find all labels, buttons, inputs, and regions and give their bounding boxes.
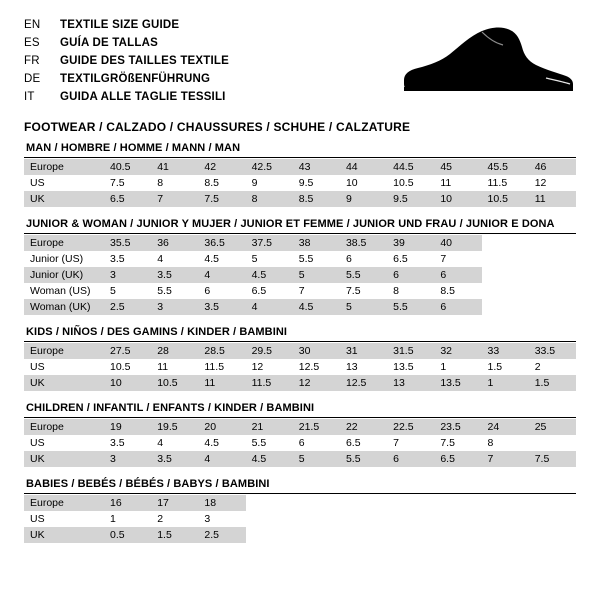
cell [529,435,576,451]
cell: 38 [293,235,340,251]
cell: 4 [198,267,245,283]
section-divider [24,341,576,342]
cell: 7 [293,283,340,299]
section-divider [24,157,576,158]
row-label: Junior (US) [24,251,104,267]
cell: 30 [293,343,340,359]
table-row [24,251,576,267]
cell: 2.5 [104,299,151,315]
cell [340,527,387,543]
cell [482,251,529,267]
cell: 11 [151,359,198,375]
cell [482,299,529,315]
cell: 39 [387,235,434,251]
language-title-table [24,16,229,106]
table-row [24,159,576,175]
cell: 6 [387,267,434,283]
cell [482,495,529,511]
row-label: US [24,511,104,527]
cell: 6 [198,283,245,299]
section-divider [24,417,576,418]
cell: 1.5 [151,527,198,543]
cell: 9.5 [387,191,434,207]
cell [482,267,529,283]
section-title: KIDS / NIÑOS / DES GAMINS / KINDER / BAMBINI [26,326,288,338]
cell: 17 [151,495,198,511]
row-label: US [24,175,104,191]
cell: 9.5 [293,175,340,191]
cell: 5 [293,451,340,467]
cell: 16 [104,495,151,511]
cell: 42 [198,159,245,175]
cell: 46 [529,159,576,175]
cell: 20 [198,419,245,435]
cell: 7.5 [198,191,245,207]
cell: 7 [482,451,529,467]
cell: 10.5 [151,375,198,391]
cell [529,495,576,511]
cell: 36.5 [198,235,245,251]
cell: 19.5 [151,419,198,435]
cell: 5.5 [340,267,387,283]
cell: 5 [293,267,340,283]
cell [482,283,529,299]
cell: 6 [434,267,481,283]
row-label: US [24,359,104,375]
section-title: CHILDREN / INFANTIL / ENFANTS / KINDER / BAMBINI [26,402,315,414]
cell: 45 [434,159,481,175]
cell [482,511,529,527]
cell: 44 [340,159,387,175]
cell: 1 [104,511,151,527]
cell: 3.5 [198,299,245,315]
language-row [24,34,229,52]
cell: 4.5 [198,435,245,451]
cell [482,235,529,251]
table-row [24,283,576,299]
cell: 5.5 [340,451,387,467]
cell: 5 [104,283,151,299]
size-tables [0,130,600,543]
cell: 9 [246,175,293,191]
table-row [24,435,576,451]
cell [529,511,576,527]
size-table [24,343,576,391]
cell [246,527,293,543]
language-code: EN [24,18,41,31]
section-junior-woman [24,216,576,315]
language-title: TEXTILGRÖßENFÜHRUNG [60,72,211,85]
cell: 12 [293,375,340,391]
section-divider [24,493,576,494]
category-title: FOOTWEAR / CALZADO / CHAUSSURES / SCHUHE / CALZATURE [24,120,411,134]
cell: 8.5 [198,175,245,191]
cell: 3.5 [104,435,151,451]
cell [340,511,387,527]
cell: 11 [434,175,481,191]
language-row [24,88,229,106]
language-title: TEXTILE SIZE GUIDE [60,18,180,31]
cell: 36 [151,235,198,251]
row-label: Europe [24,343,104,359]
cell: 10.5 [482,191,529,207]
cell: 28 [151,343,198,359]
cell: 10 [104,375,151,391]
table-row [24,267,576,283]
table-row [24,235,576,251]
cell: 8 [246,191,293,207]
cell [293,527,340,543]
cell: 37.5 [246,235,293,251]
cell [529,527,576,543]
cell: 5 [340,299,387,315]
cell: 4 [151,435,198,451]
row-label: UK [24,191,104,207]
cell: 12 [529,175,576,191]
cell: 21.5 [293,419,340,435]
cell: 1 [482,375,529,391]
cell: 12 [246,359,293,375]
cell: 22 [340,419,387,435]
section-title: MAN / HOMBRE / HOMME / MANN / MAN [26,142,241,154]
language-code: IT [24,90,35,103]
cell: 29.5 [246,343,293,359]
cell: 13 [387,375,434,391]
cell: 1.5 [482,359,529,375]
cell: 10.5 [387,175,434,191]
cell: 6.5 [434,451,481,467]
cell: 0.5 [104,527,151,543]
cell: 1.5 [529,375,576,391]
cell [482,527,529,543]
cell: 13.5 [434,375,481,391]
table-row [24,451,576,467]
language-code: DE [24,72,41,85]
language-title: GUIDE DES TAILLES TEXTILE [60,54,229,67]
cell: 4.5 [246,451,293,467]
cell: 5.5 [246,435,293,451]
cell: 5.5 [293,251,340,267]
cell: 4.5 [198,251,245,267]
section-man [24,140,576,207]
cell: 7.5 [529,451,576,467]
page-header [0,0,600,134]
language-row [24,16,229,34]
table-row [24,375,576,391]
cell: 8 [151,175,198,191]
cell: 33.5 [529,343,576,359]
language-title: GUÍA DE TALLAS [60,36,158,49]
row-label: UK [24,375,104,391]
cell: 23.5 [434,419,481,435]
language-code: FR [24,54,40,67]
table-row [24,419,576,435]
cell: 4 [198,451,245,467]
language-code: ES [24,36,40,49]
table-row [24,527,576,543]
cell: 43 [293,159,340,175]
cell: 1 [434,359,481,375]
cell: 12.5 [340,375,387,391]
row-label: Europe [24,159,104,175]
cell: 11.5 [198,359,245,375]
section-title: JUNIOR & WOMAN / JUNIOR Y MUJER / JUNIOR ET FEMME / JUNIOR UND FRAU / JUNIOR E DONA [26,218,555,230]
cell: 45.5 [482,159,529,175]
row-label: Europe [24,235,104,251]
cell: 11.5 [482,175,529,191]
cell: 35.5 [104,235,151,251]
cell: 6.5 [340,435,387,451]
cell: 6 [293,435,340,451]
cell: 3 [198,511,245,527]
row-label: Junior (UK) [24,267,104,283]
dress-shoe-icon [396,18,576,98]
cell: 4 [246,299,293,315]
section-kids [24,324,576,391]
cell: 13.5 [387,359,434,375]
cell: 3.5 [104,251,151,267]
cell: 7.5 [340,283,387,299]
cell [387,511,434,527]
cell: 3 [151,299,198,315]
cell: 2.5 [198,527,245,543]
cell: 31 [340,343,387,359]
cell: 7 [151,191,198,207]
section-babies [24,476,576,543]
cell: 13 [340,359,387,375]
cell [246,495,293,511]
cell [434,495,481,511]
cell [387,495,434,511]
language-row [24,70,229,88]
row-label: Europe [24,495,104,511]
cell: 3 [104,267,151,283]
table-row [24,175,576,191]
cell: 24 [482,419,529,435]
cell: 11.5 [246,375,293,391]
cell: 28.5 [198,343,245,359]
row-label: Europe [24,419,104,435]
cell: 19 [104,419,151,435]
cell: 6.5 [387,251,434,267]
cell: 11 [198,375,245,391]
cell: 6 [387,451,434,467]
cell: 33 [482,343,529,359]
cell [246,511,293,527]
language-title: GUIDA ALLE TAGLIE TESSILI [60,90,226,103]
cell [529,235,576,251]
row-label: US [24,435,104,451]
cell: 4.5 [246,267,293,283]
cell [293,495,340,511]
size-table [24,419,576,467]
cell: 3.5 [151,451,198,467]
cell: 10.5 [104,359,151,375]
cell: 2 [529,359,576,375]
cell: 6.5 [246,283,293,299]
cell: 6.5 [104,191,151,207]
row-label: UK [24,451,104,467]
cell: 5.5 [151,283,198,299]
cell: 3 [104,451,151,467]
cell: 18 [198,495,245,511]
cell: 40 [434,235,481,251]
language-rows [24,16,229,106]
cell: 11 [529,191,576,207]
cell [529,299,576,315]
section-divider [24,233,576,234]
cell: 5.5 [387,299,434,315]
section-title: BABIES / BEBÉS / BÉBÉS / BABYS / BAMBINI [26,478,270,490]
cell: 8.5 [293,191,340,207]
cell [434,527,481,543]
cell: 2 [151,511,198,527]
table-row [24,343,576,359]
cell: 38.5 [340,235,387,251]
cell: 6 [340,251,387,267]
cell: 7.5 [434,435,481,451]
cell: 41 [151,159,198,175]
cell: 22.5 [387,419,434,435]
cell: 40.5 [104,159,151,175]
cell: 5 [246,251,293,267]
cell: 8 [387,283,434,299]
cell: 21 [246,419,293,435]
cell: 25 [529,419,576,435]
cell: 4 [151,251,198,267]
cell [293,511,340,527]
table-row [24,359,576,375]
cell: 32 [434,343,481,359]
table-row [24,495,576,511]
cell [434,511,481,527]
cell [529,283,576,299]
section-children [24,400,576,467]
row-label: Woman (UK) [24,299,104,315]
cell: 31.5 [387,343,434,359]
cell: 8 [482,435,529,451]
table-row [24,511,576,527]
table-row [24,299,576,315]
cell: 3.5 [151,267,198,283]
cell [529,251,576,267]
cell: 4.5 [293,299,340,315]
cell: 10 [434,191,481,207]
cell: 27.5 [104,343,151,359]
cell: 8.5 [434,283,481,299]
cell: 6 [434,299,481,315]
table-row [24,191,576,207]
size-table [24,235,576,315]
row-label: Woman (US) [24,283,104,299]
row-label: UK [24,527,104,543]
cell: 7 [434,251,481,267]
size-table [24,159,576,207]
language-row [24,52,229,70]
cell: 42.5 [246,159,293,175]
cell: 7 [387,435,434,451]
cell: 9 [340,191,387,207]
cell [387,527,434,543]
cell: 12.5 [293,359,340,375]
cell: 10 [340,175,387,191]
cell [529,267,576,283]
cell [340,495,387,511]
cell: 7.5 [104,175,151,191]
size-table [24,495,576,543]
cell: 44.5 [387,159,434,175]
